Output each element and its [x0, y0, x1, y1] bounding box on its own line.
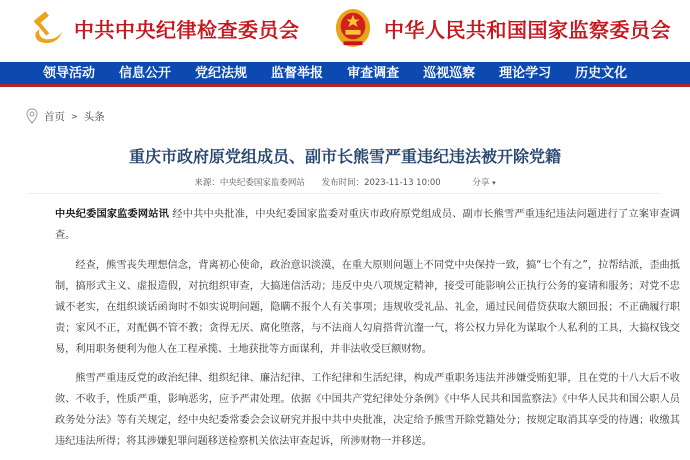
lead-source: 中央纪委国家监委网站讯 — [55, 209, 169, 220]
article-body — [55, 204, 680, 460]
nav-item[interactable]: 理论学习 — [499, 66, 552, 81]
article-source: 来源：中央纪委国家监委网站 — [194, 178, 305, 188]
national-emblem-icon — [334, 6, 372, 50]
article-time: 发布时间：2023-11-13 10:00 — [321, 178, 441, 188]
article-meta — [0, 176, 690, 188]
breadcrumb-home[interactable]: 首页 — [44, 110, 65, 123]
nav-item[interactable]: 党纪法规 — [195, 66, 248, 81]
ccdi-name[interactable]: 中共中央纪律检查委员会 — [74, 18, 300, 42]
article-title: 重庆市政府原党组成员、副市长熊雪严重违纪违法被开除党籍 — [128, 147, 561, 166]
site-header — [0, 0, 690, 62]
article-paragraph: 经查，熊雪丧失理想信念，背离初心使命，政治意识淡漠，在重大原则问题上不同党中央保持一致，搞“七个有之”，拉帮结派，歪曲抵制，搞形式主义、虚报造假，对抗组织审查，大搞迷信活动；违反中央八项规定精神，接受可能影响公正执行公务的宴请和服务；对党不忠诚不老实，在组织谈话函询时不如实说明问题，隐瞒不报个人有关事项；违规收受礼品、礼金，通过民间借贷获取大额回报；不正确履行职责；家风不正，对配偶不管不教；贪得无厌、腐化堕落，与不法商人勾肩搭背沆瀣一气，将公权力异化为谋取个人私利的工具，大搞权钱交易，利用职务便利为他人在工程承揽、土地获批等方面谋利，并非法收受巨额财物。 — [55, 260, 680, 355]
main-nav — [0, 62, 690, 87]
nav-item[interactable]: 历史文化 — [575, 66, 628, 81]
article-paragraph: 熊雪严重违反党的政治纪律、组织纪律、廉洁纪律、工作纪律和生活纪律，构成严重职务违法并涉嫌受贿犯罪，且在党的十八大后不收敛、不收手，性质严重，影响恶劣，应予严肃处理。依据《中国共产党纪律处分条例》《中华人民共和国监察法》《中华人民共和国公职人员政务处分法》等有关规定，经中央纪委常委会会议研究并报中共中央批准，决定给予熊雪开除党籍处分；按规定取消其享受的待遇；收缴其违纪违法所得；将其涉嫌犯罪问题移送检察机关依法审查起诉，所涉财物一并移送。 — [55, 373, 680, 447]
article-lead — [55, 204, 680, 246]
divider — [28, 193, 660, 194]
breadcrumb — [26, 108, 105, 124]
party-emblem-icon — [28, 8, 66, 46]
nav-item[interactable]: 领导活动 — [43, 66, 96, 81]
breadcrumb-separator: > — [71, 111, 78, 121]
share-button[interactable] — [472, 178, 495, 188]
location-pin-icon — [26, 108, 38, 124]
chevron-down-icon: ▾ — [492, 179, 496, 187]
breadcrumb-current[interactable]: 头条 — [83, 110, 105, 123]
share-label: 分享 — [472, 178, 490, 188]
nav-item[interactable]: 审查调查 — [347, 66, 400, 81]
nsc-name[interactable]: 中华人民共和国国家监察委员会 — [384, 18, 671, 42]
nav-item[interactable]: 巡视巡察 — [423, 66, 476, 81]
lead-text: 经中共中央批准，中央纪委国家监委对重庆市政府原党组成员、副市长熊雪严重违纪违法问题进行了立案审查调查。 — [55, 209, 681, 241]
nav-item[interactable]: 监督举报 — [271, 66, 324, 81]
nav-item[interactable]: 信息公开 — [119, 66, 172, 81]
